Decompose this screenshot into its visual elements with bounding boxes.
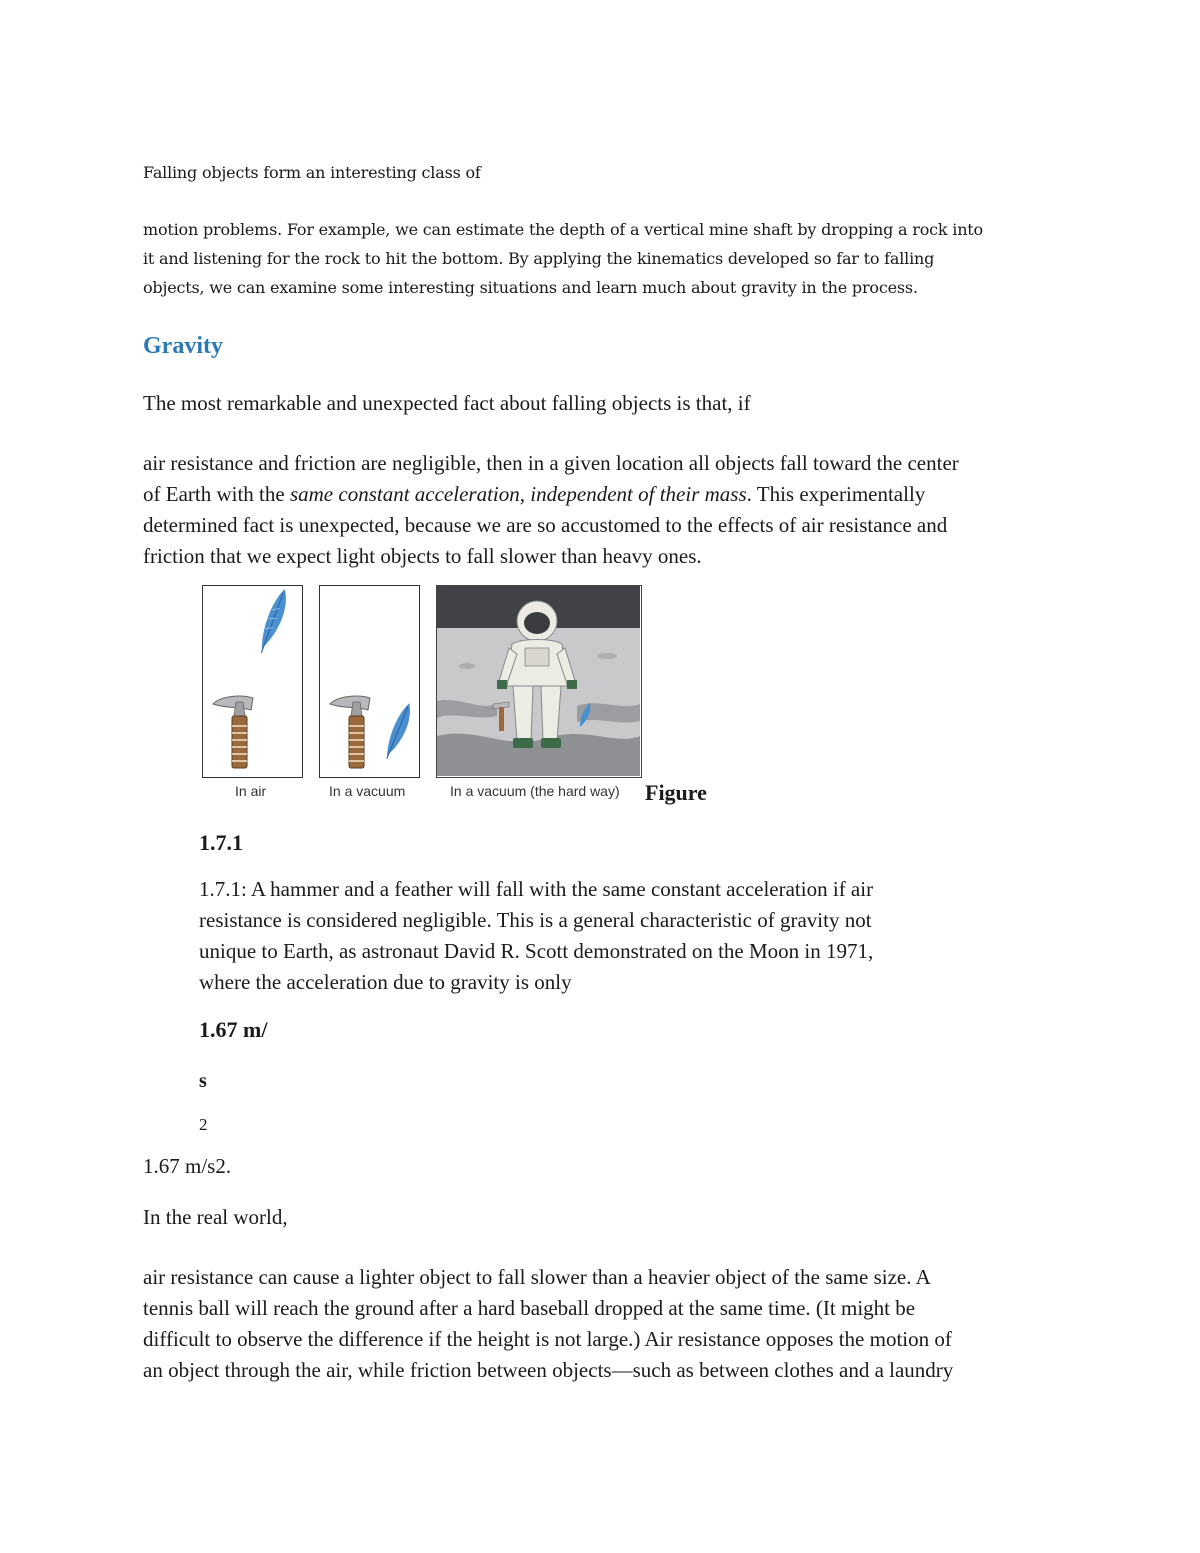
feather-and-hammer-in-vacuum-icon [320, 586, 418, 776]
figure-panel-moon [436, 585, 642, 778]
emphasis-text: same constant acceleration, independent of their mass [289, 482, 747, 506]
astronaut-on-moon-icon [437, 586, 640, 776]
acceleration-value-part-3: 2 [199, 1115, 208, 1134]
figure-caption-line-2: resistance is considered negligible. This is a general characteristic of gravity not [199, 908, 872, 932]
acceleration-value-part-2: s [199, 1070, 207, 1092]
figure-panel-in-air [202, 585, 303, 778]
intro-line-3: it and listening for the rock to hit the bottom. By applying the kinematics developed so far to falling [143, 249, 935, 268]
intro-line-2: motion problems. For example, we can estimate the depth of a vertical mine shaft by dropping a rock into [143, 220, 983, 239]
figure-number: 1.7.1 [199, 830, 243, 855]
gravity-paragraph-2-line-4: friction that we expect light objects to fall slower than heavy ones. [143, 544, 702, 568]
air-resistance-line-4: an object through the air, while friction between objects—such as between clothes and a laundry [143, 1358, 954, 1382]
air-resistance-line-1: air resistance can cause a lighter object to fall slower than a heavier object of the same size. A [143, 1265, 931, 1289]
acceleration-value-part-1: 1.67 m/ [199, 1017, 268, 1042]
intro-line-1: Falling objects form an interesting class of [143, 163, 481, 182]
figure-label-hard-way: In a vacuum (the hard way) [450, 783, 620, 799]
section-heading-gravity: Gravity [143, 333, 223, 359]
air-resistance-line-2: tennis ball will reach the ground after a hard baseball dropped at the same time. (It might be [143, 1296, 916, 1320]
intro-line-4: objects, we can examine some interesting situations and learn much about gravity in the process. [143, 278, 918, 297]
feather-and-hammer-in-air-icon [203, 586, 301, 776]
figure-caption-line-4: where the acceleration due to gravity is only [199, 970, 572, 994]
gravity-paragraph-2-line-1: air resistance and friction are negligible, then in a given location all objects fall toward the center [143, 451, 959, 475]
gravity-paragraph-2-line-3: determined fact is unexpected, because we are so accustomed to the effects of air resistance and [143, 513, 948, 537]
text-run: of Earth with the [143, 482, 290, 506]
real-world-paragraph: In the real world, [143, 1205, 288, 1229]
text-run: . This experimentally [746, 482, 926, 506]
figure-label-in-vacuum: In a vacuum [329, 783, 406, 799]
acceleration-value-inline: 1.67 m/s2. [143, 1154, 232, 1178]
air-resistance-line-3: difficult to observe the difference if the height is not large.) Air resistance opposes the motion of [143, 1327, 952, 1351]
gravity-paragraph-1: The most remarkable and unexpected fact about falling objects is that, if [143, 391, 751, 415]
figure-caption-line-1: 1.7.1: A hammer and a feather will fall with the same constant acceleration if air [199, 877, 874, 901]
figure-label-in-air: In air [235, 783, 267, 799]
gravity-paragraph-2-line-2 [143, 484, 925, 505]
figure-panel-in-vacuum [319, 585, 420, 778]
figure-caption-line-3: unique to Earth, as astronaut David R. Scott demonstrated on the Moon in 1971, [199, 939, 874, 963]
figure-word: Figure [645, 780, 707, 805]
